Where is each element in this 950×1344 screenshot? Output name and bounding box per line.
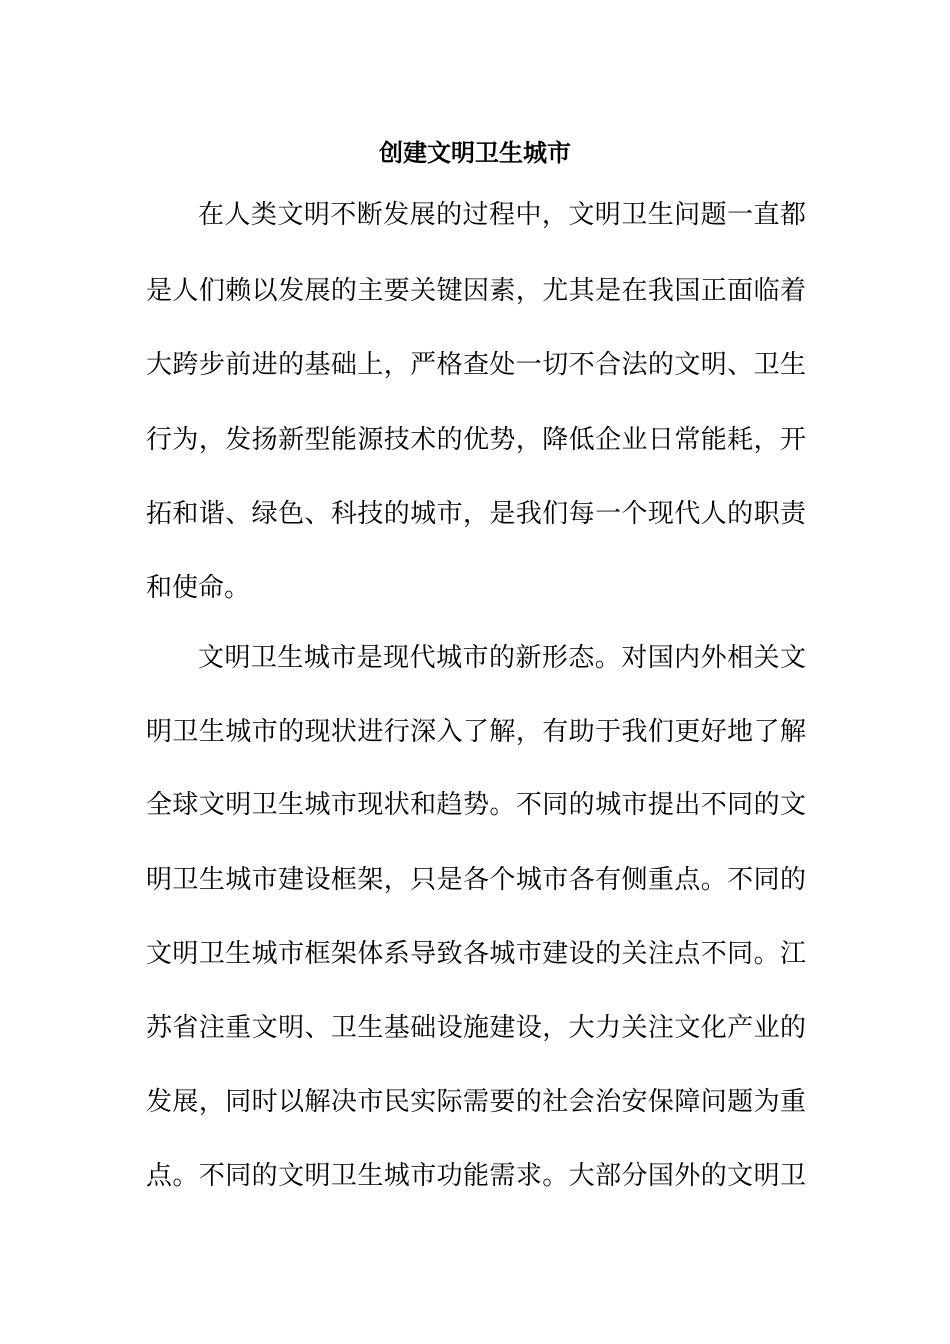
paragraph-2-line-1: 文明卫生城市是现代城市的新形态。对国内外相关文 [198,643,806,673]
paragraph-1-line-6: 和使命。 [146,573,251,603]
paragraph-1-line-3: 大跨步前进的基础上，严格查处一切不合法的文明、卫生 [146,350,806,380]
paragraph-1-line-2: 是人们赖以发展的主要关键因素，尤其是在我国正面临着 [146,276,806,306]
paragraph-1-line-4: 行为，发扬新型能源技术的优势，降低企业日常能耗，开 [146,425,806,455]
paragraph-2-line-4: 明卫生城市建设框架，只是各个城市各有侧重点。不同的 [146,865,806,895]
paragraph-2-line-2: 明卫生城市的现状进行深入了解，有助于我们更好地了解 [146,717,806,747]
paragraph-2-line-3: 全球文明卫生城市现状和趋势。不同的城市提出不同的文 [146,790,806,820]
paragraph-1-line-5: 拓和谐、绿色、科技的城市，是我们每一个现代人的职责 [146,499,806,529]
document-title: 创建文明卫生城市 [379,138,571,167]
paragraph-2-line-5: 文明卫生城市框架体系导致各城市建设的关注点不同。江 [146,939,806,969]
paragraph-2-line-7: 发展，同时以解决市民实际需要的社会治安保障问题为重 [146,1087,806,1117]
paragraph-1-line-1: 在人类文明不断发展的过程中，文明卫生问题一直都 [198,200,806,230]
paragraph-2-line-6: 苏省注重文明、卫生基础设施建设，大力关注文化产业的 [146,1013,806,1043]
paragraph-2-line-8: 点。不同的文明卫生城市功能需求。大部分国外的文明卫 [146,1161,806,1191]
